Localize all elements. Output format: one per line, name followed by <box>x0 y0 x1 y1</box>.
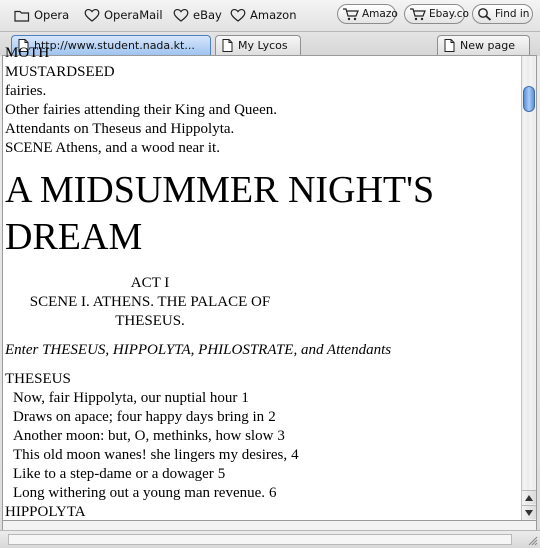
bookmark-ebay[interactable] <box>173 6 222 24</box>
horizontal-scrollbar[interactable] <box>2 521 537 530</box>
find-in-page-field[interactable] <box>472 4 533 24</box>
verse-text: Like to a step-dame or a dowager <box>13 466 214 482</box>
search-icon <box>477 7 493 21</box>
search-field-label: Find in <box>495 8 530 20</box>
verse-line <box>5 484 520 503</box>
bookmark-label: Opera <box>34 8 70 22</box>
folder-icon <box>14 9 30 22</box>
amazon-search-field[interactable] <box>337 4 396 24</box>
cast-line: Other fairies attending their King and Queen. <box>5 102 277 118</box>
heart-icon <box>173 8 189 22</box>
arrow-up-icon <box>525 495 533 501</box>
heart-icon <box>84 8 100 22</box>
tab-label: New page <box>460 39 515 52</box>
resize-grip-icon[interactable] <box>526 534 538 546</box>
cast-line: MUSTARDSEED <box>5 64 115 80</box>
bookmark-label: eBay <box>193 8 222 22</box>
line-number: 4 <box>291 447 299 463</box>
bookmark-opera[interactable] <box>14 6 69 24</box>
speaker-name: THESEUS <box>5 371 71 387</box>
act-heading: ACT I <box>130 275 170 291</box>
cast-line: MOTH <box>5 45 50 61</box>
scroll-up-button[interactable] <box>522 490 536 504</box>
speaker-name: HIPPOLYTA <box>5 504 86 520</box>
verse-line <box>5 465 520 484</box>
line-number: 5 <box>217 466 226 482</box>
tab-label: My Lycos <box>238 39 288 52</box>
vertical-scrollbar[interactable] <box>521 56 536 520</box>
search-field-label: Ebay.co <box>429 8 469 20</box>
verse-line <box>5 408 520 427</box>
line-number: 2 <box>268 409 276 425</box>
bookmark-label: OperaMail <box>104 8 163 22</box>
play-title: A MIDSUMMER NIGHT'S DREAM <box>5 169 435 258</box>
scroll-down-button[interactable] <box>522 505 536 519</box>
bookmark-amazon[interactable] <box>230 6 296 24</box>
bookmark-label: Amazon <box>250 8 297 22</box>
verse-line <box>5 427 520 446</box>
scene-setting: SCENE Athens, and a wood near it. <box>5 140 220 156</box>
line-number: 3 <box>277 428 285 444</box>
verse-text: Long withering out a young man revenue. <box>13 485 266 501</box>
status-field <box>8 534 512 545</box>
cast-line: fairies. <box>5 83 47 99</box>
bookmark-operamail[interactable] <box>84 6 163 24</box>
scrollbar-thumb[interactable] <box>523 86 535 112</box>
line-number: 6 <box>269 485 277 501</box>
ebay-search-field[interactable] <box>404 4 469 24</box>
verse-text: Another moon: but, O, methinks, how slow <box>13 428 274 444</box>
verse-text: Draws on apace; four happy days bring in <box>13 409 265 425</box>
search-field-label: Amazo <box>362 8 398 20</box>
heart-icon <box>230 8 246 22</box>
verse-text: Now, fair Hippolyta, our nuptial hour <box>13 390 238 406</box>
scene-heading: SCENE I. ATHENS. THE PALACE OF THESEUS. <box>29 294 271 329</box>
bookmarks-bar <box>0 0 540 32</box>
arrow-down-icon <box>525 510 533 516</box>
line-number: 1 <box>241 390 249 406</box>
tab-label: http://www.student.nada.kt... <box>34 39 195 52</box>
cast-line: Attendants on Theseus and Hippolyta. <box>5 121 235 137</box>
verse-text: This old moon wanes! she lingers my desires, <box>13 447 288 463</box>
verse-line <box>5 389 520 408</box>
stage-direction: Enter THESEUS, HIPPOLYTA, PHILOSTRATE, and Attendants <box>5 342 392 358</box>
verse-line <box>5 446 520 465</box>
status-bar <box>0 530 540 548</box>
shopping-cart-icon <box>342 7 360 21</box>
shopping-cart-icon <box>409 7 427 21</box>
